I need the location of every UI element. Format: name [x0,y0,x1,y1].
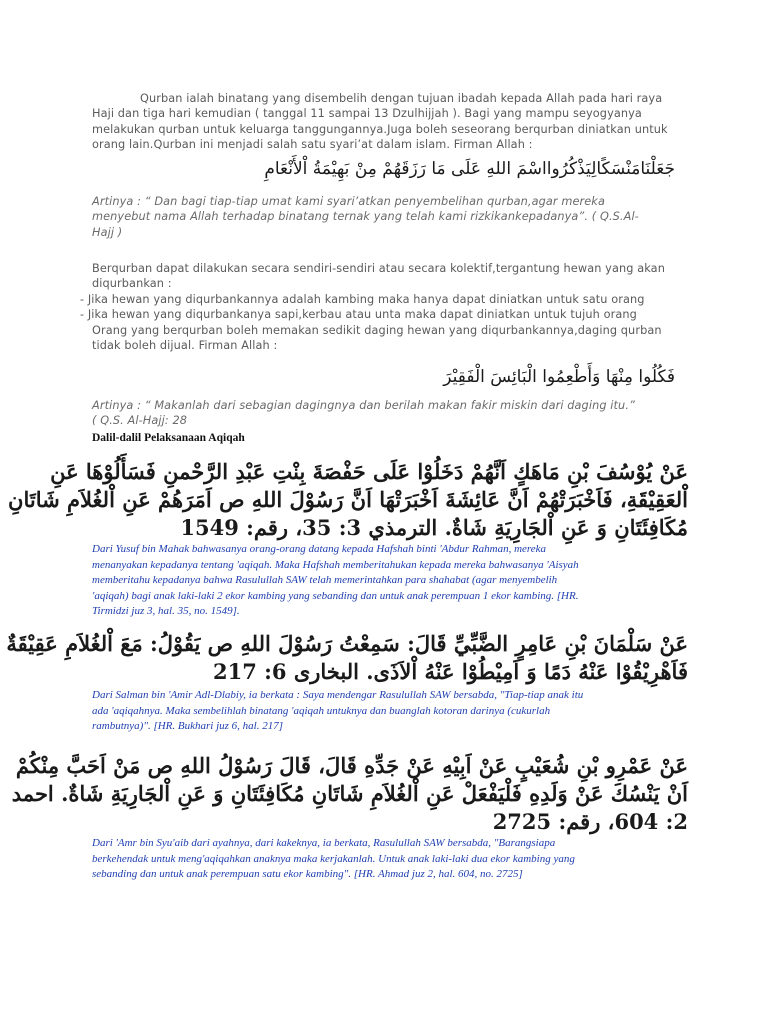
hadith-3-translation [92,836,676,883]
arabic-verse-1: جَعَلْنَامَنْسَكًالِيَذْكُرُوااسْمَ اللهِ عَلَى مَا رَزَقَهُمْ مِنْ بَهِيْمَةُ اْلأَنْعَامِ [264,159,675,179]
hadith-3 [11,752,688,836]
translation-line: Tirmidzi juz 3, hal. 35, no. 1549]. [92,605,240,618]
intro-line: Qurban ialah binatang yang disembelih dengan tujuan ibadah kepada Allah pada hari raya [140,92,663,105]
methods-paragraph [92,261,692,292]
methods-line: Berqurban dapat dilakukan secara sendiri-sendiri atau secara kolektif,tergantung hewan yang akan [92,262,665,275]
hadith-2-translation [92,688,676,735]
methods-bullets [80,292,692,323]
list-item: - Jika hewan yang diqurbankannya adalah kambing maka hanya dapat diniatkan untuk satu orang [80,293,645,306]
hadith-arabic-line: اَنْ يَنْسُكَ عَنْ وَلَدِهِ فَلْيَفْعَلْ عَنِ اْلغُلاَمِ شَاتَانِ مُكَافِئَتَانِ وَ عَنِ اْلجَارِيَةِ شَاةٌ. احمد [11,781,688,806]
translation-line: menanyakan kepadanya tentang 'aqiqah. Maka Hafshah memberitahukan kepada mereka bahwasanya 'Aisyah [92,558,579,571]
methods-line: diqurbankan : [92,277,172,291]
translation-line: Hajj ) [92,225,123,239]
intro-line: melakukan qurban untuk keluarga tanggungannya.Juga boleh seseorang berqurban diniatkan untuk [92,122,668,136]
verse-2-translation [92,398,692,429]
translation-line: menyebut nama Allah terhadap binatang ternak yang telah kami rizkikankepadanya”. ( Q.S.Al- [92,210,639,224]
hadith-1-translation [92,542,676,620]
intro-paragraph [92,91,692,153]
methods-line: Orang yang berqurban boleh memakan sedikit daging hewan yang diqurbankannya,daging qurban [92,324,662,337]
hadith-arabic-line: مُكَافِئَتَانِ وَ عَنِ اْلجَارِيَةِ شَاةٌ. الترمذي 3: 35، رقم: 1549 [180,515,688,540]
translation-line: Dari Yusuf bin Mahak bahwasanya orang-orang datang kepada Hafshah binti 'Abdur Rahman, mereka [92,543,547,555]
hadith-2 [6,630,688,686]
methods-after [92,323,692,354]
hadith-arabic-line: عَنْ يُوْسُفَ بْنِ مَاهَكٍ اَنَّهُمْ دَخَلُوْا عَلَى حَفْصَةَ بِنْتِ عَبْدِ الرَّحْمنِ فَسَأَلُوْهَا عَنِ [50,459,688,484]
arabic-verse-2: فَكُلُوا مِنْهَا وَأَطْعِمُوا الْبَائِسَ الْفَقِيْرَ [443,367,675,387]
translation-line: sebanding dan untuk anak perempuan satu ekor kambing". [HR. Ahmad juz 2, hal. 604, no. 2725] [92,868,523,881]
hadith-1 [8,458,688,542]
intro-line: orang lain.Qurban ini menjadi salah satu syari’at dalam islam. Firman Allah : [92,138,533,152]
section-heading: Dalil-dalil Pelaksanaan Aqiqah [92,432,245,444]
translation-line: Dari Salman bin 'Amir Adl-Dlabiy, ia berkata : Saya mendengar Rasulullah SAW bersabda, "Tiap-tiap anak itu [92,689,584,701]
translation-line: berkehendak untuk meng'aqiqahkan anaknya maka kerjakanlah. Untuk anak laki-laki dua ekor kambing yang [92,852,575,865]
translation-line: ( Q.S. Al-Hajj: 28 [92,414,188,428]
intro-line: Haji dan tiga hari kemudian ( tanggal 11 sampai 13 Dzulhijjah ). Bagi yang mampu seyogyanya [92,107,642,121]
hadith-arabic-line: اْلعَقِيْقَةِ، فَاَخْبَرَتْهُمْ اَنَّ عَائِشَةَ اَخْبَرَتْهَا اَنَّ رَسُوْلَ اللهِ ص اَمَرَهُمْ عَنِ اْلغُلاَمِ شَاتَانِ [8,487,688,512]
translation-line: Dari 'Amr bin Syu'aib dari ayahnya, dari kakeknya, ia berkata, Rasulullah SAW bersabda, "Barangsiapa [92,837,556,849]
translation-line: Artinya : “ Dan bagi tiap-tiap umat kami syari’atkan penyembelihan qurban,agar mereka [92,195,605,208]
hadith-arabic-line: عَنْ عَمْرِو بْنِ شُعَيْبٍ عَنْ اَبِيْهِ عَنْ جَدِّهِ قَالَ، قَالَ رَسُوْلُ اللهِ ص مَنْ اَحَبَّ مِنْكُمْ [15,753,688,778]
list-item: - Jika hewan yang diqurbankanya sapi,kerbau atau unta maka dapat diniatkan untuk tujuh orang [80,308,637,322]
translation-line: memberitahu kepadanya bahwa Rasulullah SAW telah memerintahkan para shahabat (agar menyembelih [92,574,558,587]
translation-line: 'aqiqah) bagi anak laki-laki 2 ekor kambing yang sebanding dan untuk anak perempuan 1 ekor kambing. [HR. [92,589,579,602]
translation-line: rambutnya)". [HR. Bukhari juz 6, hal. 217] [92,720,284,733]
methods-line: tidak boleh dijual. Firman Allah : [92,339,278,353]
verse-1-translation [92,194,675,240]
hadith-arabic-line: عَنْ سَلْمَانَ بْنِ عَامِرٍ الضَّبِّيِّ قَالَ: سَمِعْتُ رَسُوْلَ اللهِ ص يَقُوْلُ: مَعَ اْلغُلاَمِ عَقِيْقَةٌ [6,631,688,656]
hadith-arabic-line: 2: 604، رقم: 2725 [492,809,688,834]
hadith-arabic-line: فَاَهْرِيْقُوْا عَنْهُ دَمًا وَ اَمِيْطُوْا عَنْهُ اْلاَذَى. البخارى 6: 217 [212,659,688,684]
translation-line: ada 'aqiqahnya. Maka sembelihlah binatang 'aqiqah untuknya dan buanglah kotoran darinya (cukurlah [92,704,551,717]
translation-line: Artinya : “ Makanlah dari sebagian dagingnya dan berilah makan fakir miskin dari daging itu.” [92,399,635,412]
